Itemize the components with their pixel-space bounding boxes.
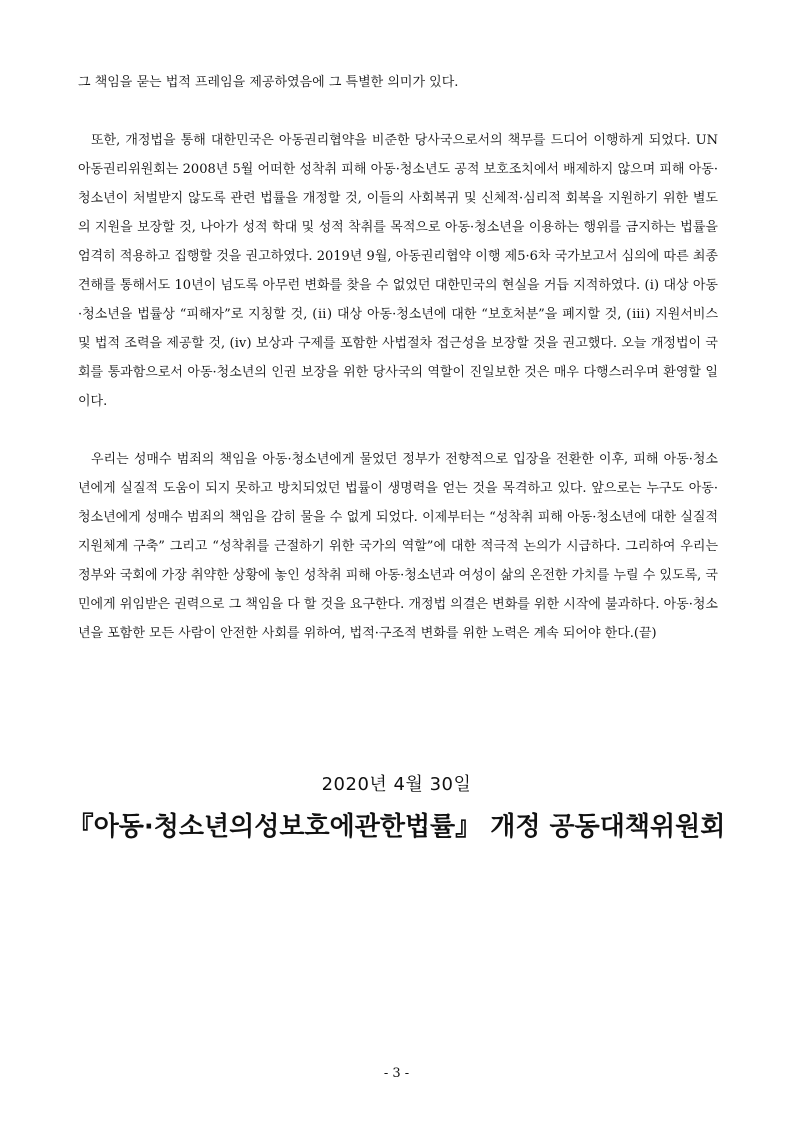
statement-body	[78, 68, 718, 677]
paragraph-continuation: 그 책임을 묻는 법적 프레임을 제공하였음에 그 특별한 의미가 있다.	[78, 75, 459, 90]
statement-date: 2020년 4월 30일	[321, 774, 472, 795]
page-number: - 3 -	[383, 1066, 410, 1081]
paragraph-demands: 우리는 성매수 범죄의 책임을 아동·청소년에게 물었던 정부가 전향적으로 입장을 전환한 이후, 피해 아동·청소년에게 실질적 도움이 되지 못하고 방치되었던 법률이 생명력을 얻는 것을 목격하고 있다. 앞으로는 누구도 아동·청소년에게 성매수 범죄의 책임을 감히 물을 수 없게 되었다. 이제부터는 “성착취 피해 아동·청소년에 대한 실질적 지원체계 구축” 그리고 “성착취를 근절하기 위한 국가의 역할”에 대한 적극적 논의가 시급하다. 그리하여 우리는 정부와 국회에 가장 취약한 상황에 놓인 성착취 피해 아동·청소년과 여성이 삶의 온전한 가치를 누릴 수 있도록, 국민에게 위임받은 권력으로 그 책임을 다 할 것을 요구한다. 개정법 의결은 변화를 위한 시작에 불과하다. 아동·청소년을 포함한 모든 사람이 안전한 사회를 위하여, 법적·구조적 변화를 위한 노력은 계속 되어야 한다.(끝)	[78, 452, 718, 641]
paragraph-convention-obligations: 또한, 개정법을 통해 대한민국은 아동권리협약을 비준한 당사국으로서의 책무를 드디어 이행하게 되었다. UN아동권리위원회는 2008년 5월 어떠한 성착취 피해 아동·청소년도 공적 보호조치에서 배제하지 않으며 피해 아동·청소년이 처벌받지 않도록 관련 법률을 개정할 것, 이들의 사회복귀 및 신체적·심리적 회복을 지원하기 위한 별도의 지원을 보장할 것, 나아가 성적 학대 및 성적 착취를 목적으로 아동·청소년을 이용하는 행위를 금지하는 법률을 엄격히 적용하고 집행할 것을 권고하였다. 2019년 9월, 아동권리협약 이행 제5·6차 국가보고서 심의에 따른 최종 견해를 통해서도 10년이 넘도록 아무런 변화를 찾을 수 없었던 대한민국의 현실을 거듭 지적하였다. (ⅰ) 대상 아동·청소년을 법률상 “피해자”로 지칭할 것, (ⅱ) 대상 아동·청소년에 대한 “보호처분”을 폐지할 것, (ⅲ) 지원서비스 및 법적 조력을 제공할 것, (ⅳ) 보상과 구제를 포함한 사법절차 접근성을 보장할 것을 권고했다. 오늘 개정법이 국회를 통과함으로서 아동·청소년의 인권 보장을 위한 당사국의 역할이 진일보한 것은 매우 다행스러우며 환영할 일이다.	[78, 133, 718, 409]
issuing-organization: 『아동·청소년의성보호에관한법률』 개정 공동대책위원회	[67, 812, 726, 842]
